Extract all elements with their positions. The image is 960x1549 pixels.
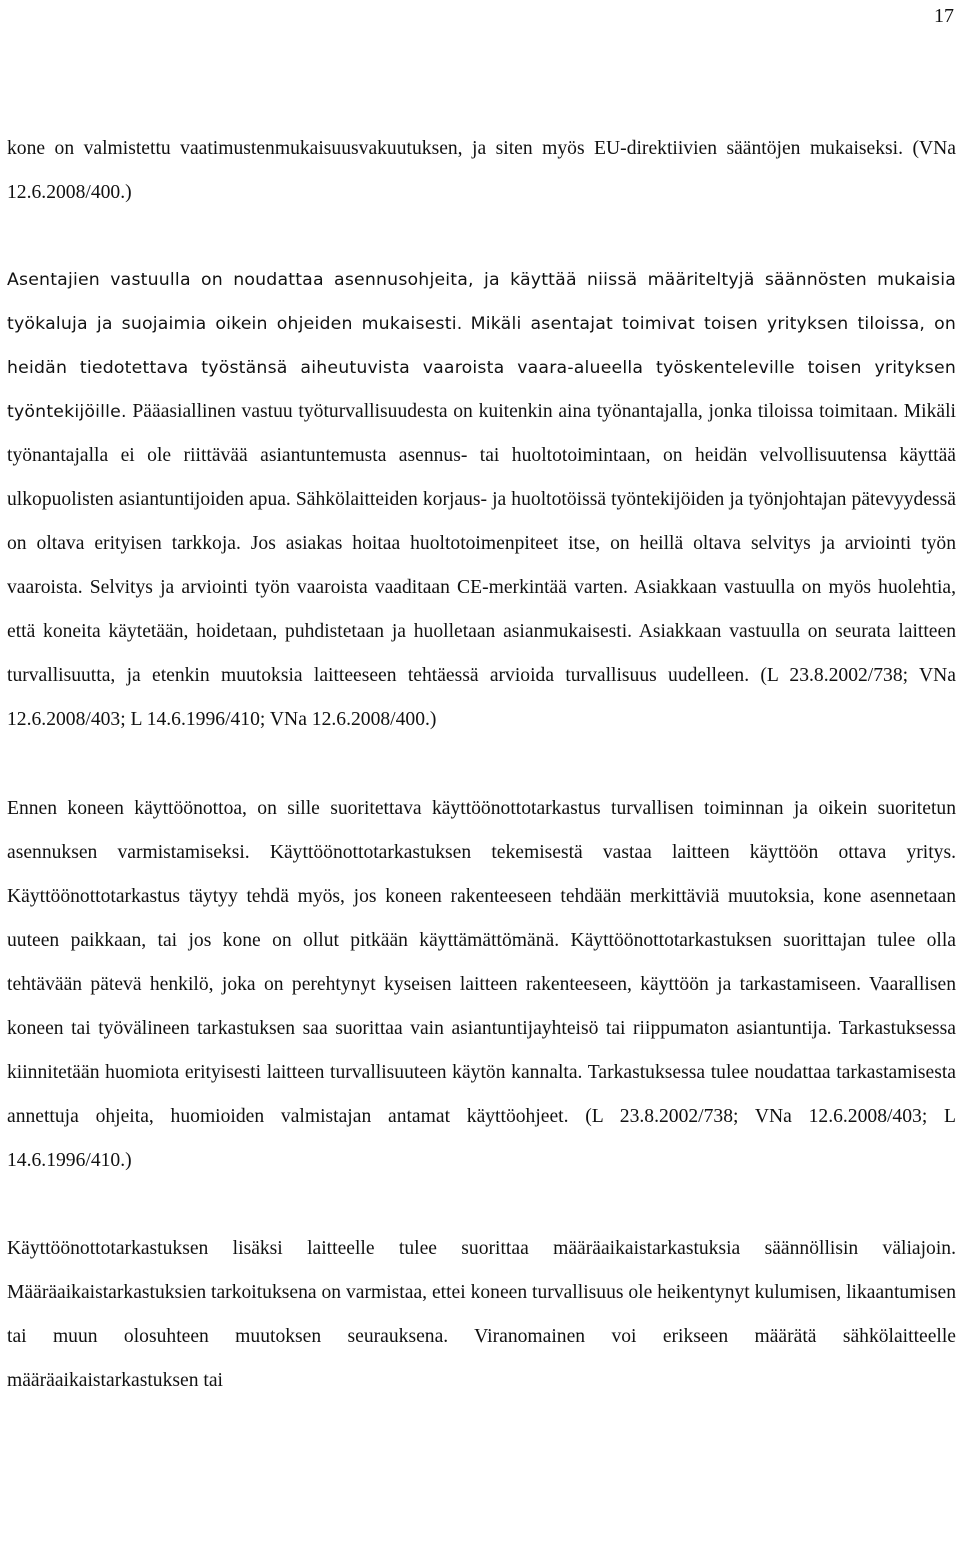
paragraph-2-segment-3: Pääasiallinen vastuu työturvallisuudesta on kuitenkin aina työnantajalla, jonka tiloissa toimitaan. [132,401,898,422]
document-body [7,127,956,1403]
paragraph-2-segment-2: Mikäli asentajat toimivat toisen yrityksen tiloissa, on heidän tiedotettava työstänsä aiheutuvista vaaroista vaara-alueella työskenteleville toisen yrityksen työntekijöille. [7,314,957,422]
paragraph-1 [7,127,956,215]
paragraph-2 [7,258,956,742]
paragraph-2-segment-5: Sähkölaitteiden korjaus- ja huoltotöissä työntekijöiden ja työnjohtajan pätevyydessä on oltava erityisen tarkkoja. Jos asiakas hoitaa huoltotoimenpiteet itse, on heillä oltava selvitys ja arviointi työn vaaroista. Selvitys ja arviointi työn vaaroista vaaditaan CE-merkintää varten. Asiakkaan vastuulla on myös huolehtia, että koneita käytetään, hoidetaan, puhdistetaan ja huolletaan asianmukaisesti. Asiakkaan vastuulla on seurata laitteen turvallisuutta, ja etenkin muutoksia laitteeseen tehtäessä arvioida turvallisuus uudelleen. (L 23.8.2002/738; VNa 12.6.2008/403; L 14.6.1996/410; VNa 12.6.2008/400.) [7,489,956,730]
page-number: 17 [934,5,954,27]
paragraph-4-text: Käyttöönottotarkastuksen lisäksi laitteelle tulee suorittaa määräaikaistarkastuksia säännöllisin väliajoin. Määräaikaistarkastuksien tarkoituksena on varmistaa, ettei koneen turvallisuus ole heikentynyt kulumisen, likaantumisen tai muun olosuhteen muutoksen seurauksena. Viranomainen voi erikseen määrätä sähkölaitteelle määräaikaistarkastuksen tai [7,1238,956,1391]
paragraph-2-segment-4: Mikäli työnantajalla ei ole riittävää asiantuntemusta asennus- tai huoltotoimintaan, on heidän velvollisuutensa käyttää ulkopuolisten asiantuntijoiden apua. [7,401,956,510]
paragraph-3-text: Ennen koneen käyttöönottoa, on sille suoritettava käyttöönottotarkastus turvallisen toiminnan ja oikein suoritetun asennuksen varmistamiseksi. Käyttöönottotarkastuksen tekemisestä vastaa laitteen käyttöön ottava yritys. Käyttöönottotarkastus täytyy tehdä myös, jos koneen rakenteeseen tehdään merkittäviä muutoksia, kone asennetaan uuteen paikkaan, tai jos kone on ollut pitkään käyttämättömänä. Käyttöönottotarkastuksen suorittajan tulee olla tehtävään pätevä henkilö, joka on perehtynyt kyseisen laitteen rakenteeseen, käyttöön ja tarkastamiseen. Vaarallisen koneen tai työvälineen tarkastuksen saa suorittaa vain asiantuntijayhteisö tai riippumaton asiantuntija. Tarkastuksessa kiinnitetään huomiota erityisesti laitteen turvallisuuteen käytön kannalta. Tarkastuksessa tulee noudattaa tarkastamisesta annettuja ohjeita, huomioiden valmistajan antamat käyttöohjeet. (L 23.8.2002/738; VNa 12.6.2008/403; L 14.6.1996/410.) [7,798,956,1171]
paragraph-2-segment-1: Asentajien vastuulla on noudattaa asennusohjeita, ja käyttää niissä määriteltyjä säännösten mukaisia työkaluja ja suojaimia oikein ohjeiden mukaisesti. [7,270,956,334]
paragraph-1-text: kone on valmistettu vaatimustenmukaisuusvakuutuksen, ja siten myös EU-direktiivien sääntöjen mukaiseksi. (VNa 12.6.2008/400.) [7,138,956,203]
paragraph-3 [7,787,956,1183]
paragraph-4 [7,1227,956,1403]
